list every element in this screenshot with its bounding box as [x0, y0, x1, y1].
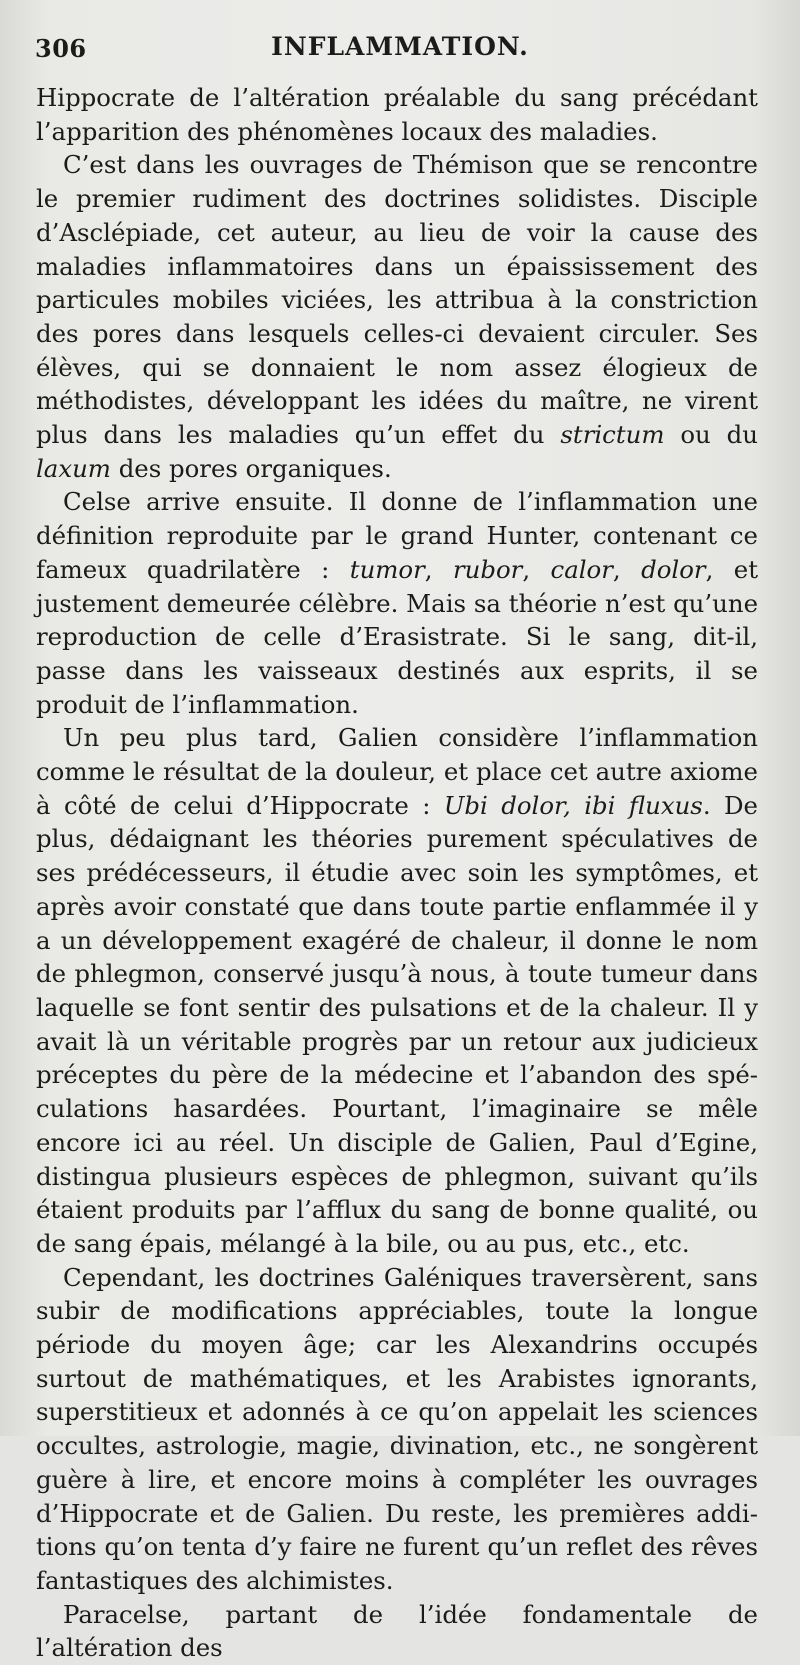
- text-run: Cependant, les doctrines Galéniques traversèrent, sans subir de modifications appréciables, toute la longue période du moyen âge; car les Alexandrins occupés surtout de mathématiques, et les Arabistes ignorants, superstitieux et adonnés à ce qu’on appelait les sciences occultes, astrologie, magie, divination, etc., ne songèrent guère à lire, et encore moins à compléter les ouvrages d’Hippocrate et de Galien. Du reste, les premières additions qu’on tenta d’y faire ne furent qu’un reflet des rêves fantastiques des alchimistes.: [36, 1262, 758, 1595]
- text-run: Un peu plus tard, Galien considère l’inflammation comme le résultat de la douleur, et place cet autre axiome à côté de celui d’Hippocrate :: [36, 723, 758, 820]
- paragraph: [36, 721, 758, 1260]
- page-number: 306: [35, 34, 87, 63]
- italic-term: strictum: [560, 420, 665, 450]
- text-run: Paracelse, partant de l’idée fondamentale de l’altération des: [36, 1599, 758, 1663]
- italic-term: rubor: [452, 554, 523, 584]
- paragraph: [36, 1598, 758, 1665]
- text-run: Celse arrive ensuite. Il donne de l’inflammation une définition reproduite par le grand Hunter, contenant ce fameux quadrilatère :: [36, 487, 758, 584]
- text-run: , et justement demeurée célèbre. Mais sa théorie n’est qu’une reproduction de celle d’Erasistrate. Si le sang, dit-il, passe dans les vaisseaux destinés aux esprits, il se produit de l’inflammation.: [36, 554, 759, 719]
- text-run: . De plus, dédaignant les théories purement spéculatives de ses prédécesseurs, il étudie avec soin les symptômes, et après avoir constaté que dans toute partie enflammée il y a un développement exagéré de chaleur, il donne le nom de phlegmon, conservé jusqu’à nous, à toute tumeur dans laquelle se font sentir des pulsations et de la chaleur. Il y avait là un véritable progrès par un retour aux judicieux préceptes du père de la médecine et l’abandon des spéculations hasardées. Pourtant, l’imaginaire se mêle encore ici au réel. Un disciple de Galien, Paul d’Egine, distingua plusieurs espèces de phlegmon, suivant qu’ils étaient produits par l’afflux du sang de bonne qualité, ou de sang épais, mélangé à la bile, ou au pus, etc., etc.: [36, 790, 758, 1258]
- text-run: ,: [612, 554, 642, 584]
- text-run: C’est dans les ouvrages de Thémison que se rencontre le premier rudiment des doctrines solidistes. Disciple d’Asclépiade, cet auteur, au lieu de voir la cause des maladies inflammatoires dans un épaississement des particules mobiles viciées, les attribua à la constriction des pores dans lesquels celles-ci devaient circuler. Ses élèves, qui se donnaient le nom assez élogieux de méthodistes, développant les idées du maître, ne virent plus dans les maladies qu’un effet du: [36, 150, 758, 450]
- italic-term: laxum: [36, 453, 111, 483]
- italic-term: calor: [550, 554, 613, 584]
- paragraph: [36, 485, 758, 721]
- text-run: ou du: [664, 420, 758, 450]
- paragraph: [36, 148, 758, 485]
- running-title: INFLAMMATION.: [271, 32, 529, 61]
- italic-term: dolor: [641, 554, 706, 584]
- text-run: ,: [424, 554, 453, 584]
- text-run: Hippocrate de l’altération préalable du sang précédant l’apparition des phénomènes locaux des maladies.: [36, 83, 758, 146]
- body-text: [36, 81, 758, 1665]
- text-run: ,: [522, 554, 551, 584]
- paragraph: [36, 1261, 758, 1598]
- page-header: [35, 30, 765, 70]
- italic-term: tumor: [349, 554, 425, 584]
- paragraph: [36, 81, 758, 148]
- italic-term: Ubi dolor, ibi fluxus: [443, 790, 703, 820]
- text-run: des pores organiques.: [110, 453, 392, 483]
